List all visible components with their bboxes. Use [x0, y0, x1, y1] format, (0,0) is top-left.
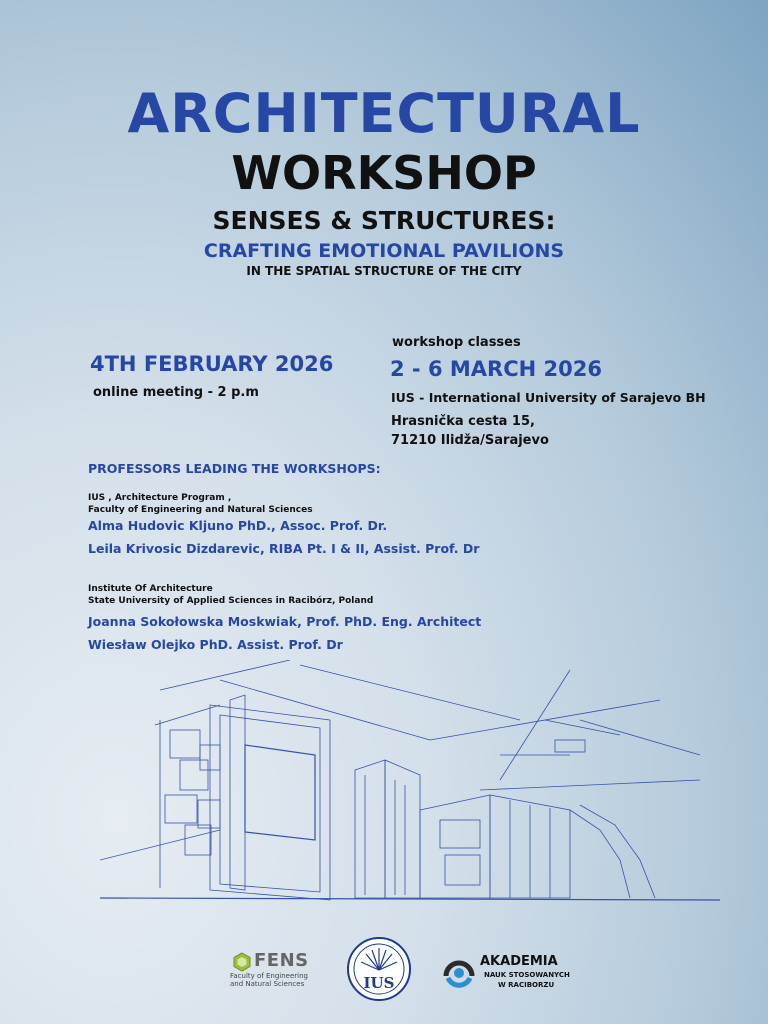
professor-name: Alma Hudovic Kljuno PhD., Assoc. Prof. Dr. [88, 518, 388, 533]
fens-caption-line-2: and Natural Sciences [230, 980, 305, 988]
fens-caption-line-1: Faculty of Engineering [230, 972, 308, 980]
institution-line-1: IUS , Architecture Program , [88, 493, 232, 503]
venue-name: IUS - International University of Sarajevo BH [391, 390, 706, 405]
venue-address [391, 412, 549, 450]
institution-line-2: State University of Applied Sciences in Racibórz, Poland [88, 596, 374, 606]
workshop-classes-date: 2 - 6 MARCH 2026 [390, 357, 602, 381]
online-meeting-note: online meeting - 2 p.m [93, 385, 259, 400]
subtitle-crafting-pavilions: CRAFTING EMOTIONAL PAVILIONS [203, 240, 565, 262]
address-line-2: 71210 Ilidža/Sarajevo [391, 433, 549, 448]
ius-seal-text: IUS [363, 974, 395, 992]
akademia-subtitle-1: NAUK STOSOWANYCH [484, 971, 570, 979]
title-workshop: WORKSHOP [231, 146, 537, 200]
university-seal-icon [346, 936, 412, 1002]
workshop-classes-label: workshop classes [392, 335, 521, 350]
professor-name: Wiesław Olejko PhD. Assist. Prof. Dr [88, 637, 343, 652]
architecture-sketch-illustration [100, 660, 720, 920]
institution-ius [88, 492, 313, 516]
title-architectural: ARCHITECTURAL [127, 82, 641, 145]
akademia-subtitle-2: W RACIBORZU [498, 981, 555, 989]
online-meeting-date: 4TH FEBRUARY 2026 [90, 352, 334, 376]
address-line-1: Hrasnička cesta 15, [391, 414, 535, 429]
professor-name: Leila Krivosic Dizdarevic, RIBA Pt. I & II, Assist. Prof. Dr [88, 541, 480, 556]
akademia-logo [440, 952, 580, 996]
subtitle-spatial-structure: IN THE SPATIAL STRUCTURE OF THE CITY [246, 264, 522, 278]
ius-seal-logo [346, 936, 412, 1002]
institution-line-2: Faculty of Engineering and Natural Sciences [88, 505, 313, 515]
professors-heading: PROFESSORS LEADING THE WORKSHOPS: [88, 461, 381, 476]
institution-raciborz [88, 583, 373, 607]
subtitle-senses-structures: SENSES & STRUCTURES: [212, 206, 556, 235]
professor-name: Joanna Sokołowska Moskwiak, Prof. PhD. Eng. Architect [88, 614, 482, 629]
ring-logo-icon [440, 954, 478, 992]
hexagon-icon [232, 952, 252, 972]
fens-wordmark: FENS [254, 950, 309, 971]
akademia-title: AKADEMIA [480, 954, 558, 969]
fens-logo [230, 950, 325, 1000]
institution-line-1: Institute Of Architecture [88, 584, 213, 594]
